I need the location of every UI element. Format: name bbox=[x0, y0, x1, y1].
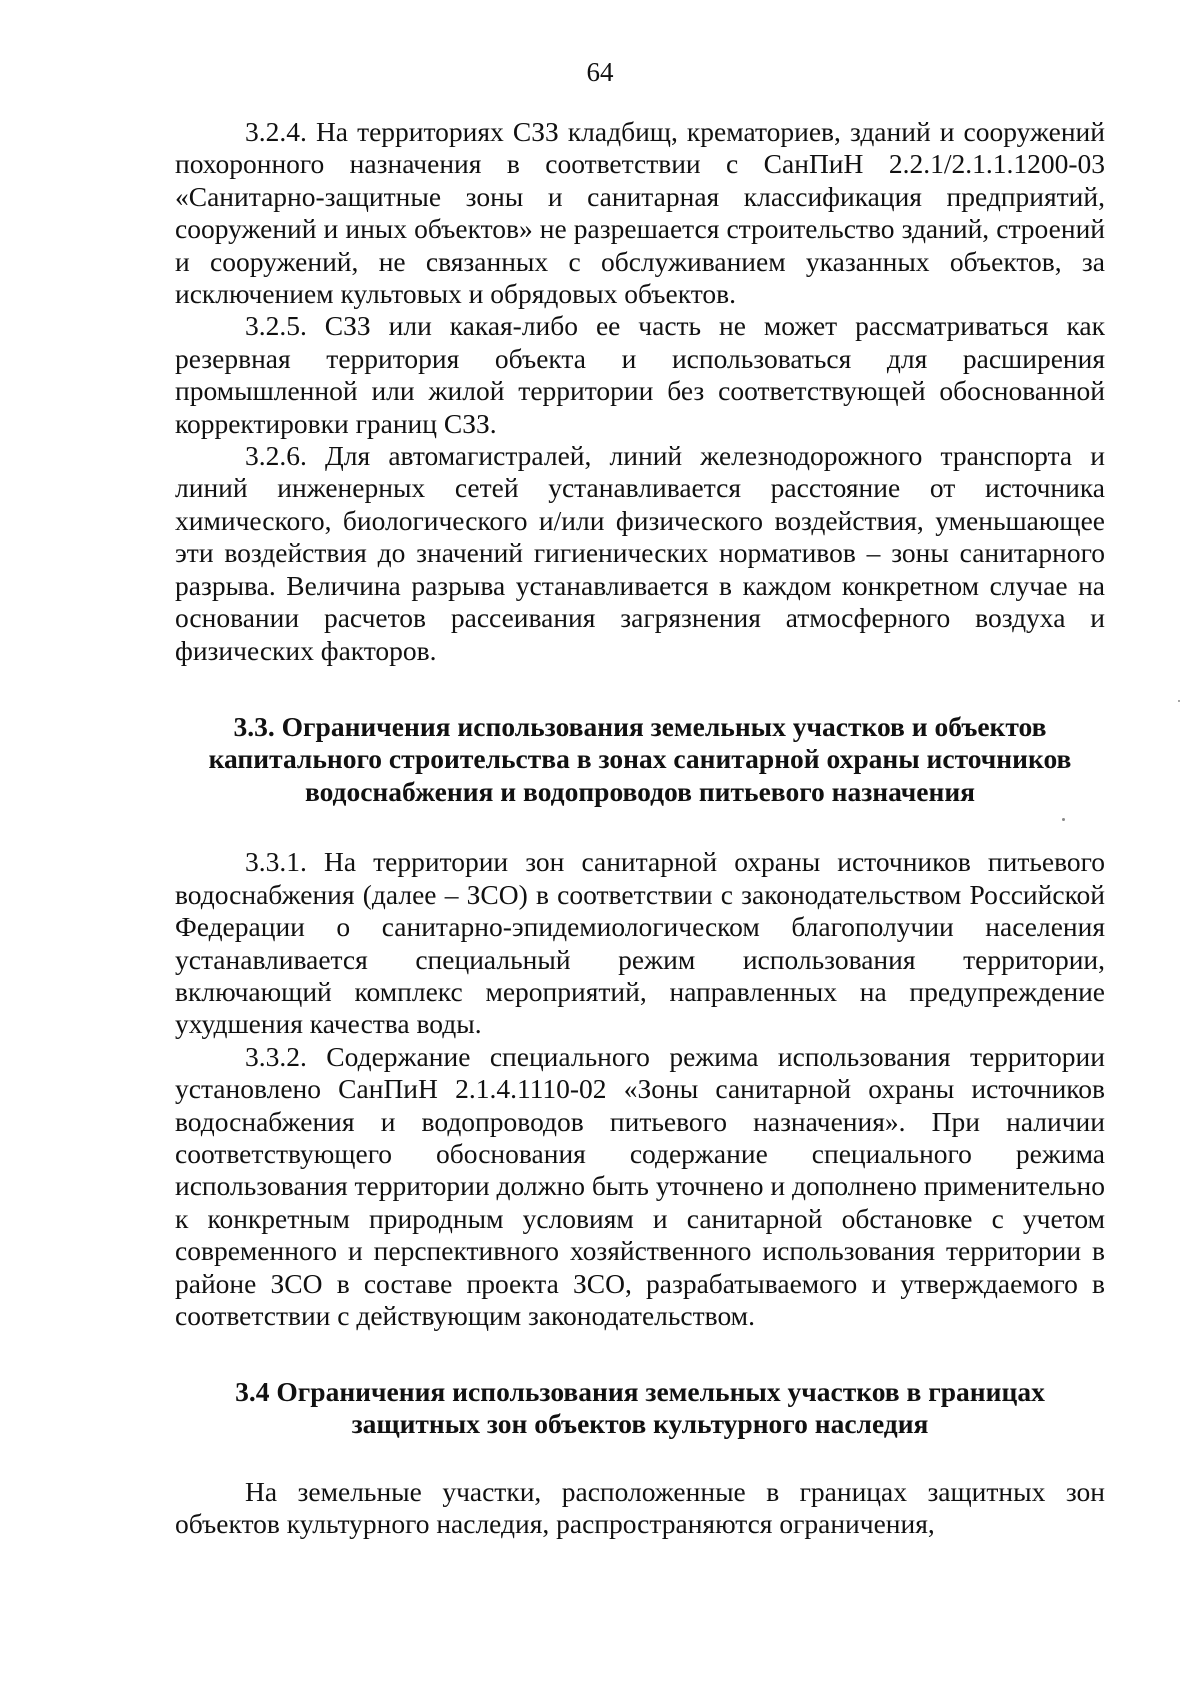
section-heading-3-4 bbox=[175, 1376, 1105, 1441]
paragraph-3-2-4: 3.2.4. На территориях СЗЗ кладбищ, крематориев, зданий и сооружений похоронного назначения в соответствии с СанПиН 2.2.1/2.1.1.1200-03 «Санитарно-защитные зоны и санитарная классификация предприятий, сооружений и иных объектов» не разрешается строительство зданий, строений и сооружений, не связанных с обслуживанием указанных объектов, за исключением культовых и обрядовых объектов. bbox=[175, 116, 1105, 310]
scan-speck bbox=[1178, 700, 1180, 702]
heading-line: водоснабжения и водопроводов питьевого назначения bbox=[304, 775, 976, 807]
scan-speck bbox=[1062, 818, 1065, 821]
page-number: 64 bbox=[586, 57, 614, 87]
paragraph-3-4-intro: На земельные участки, расположенные в границах защитных зон объектов культурного наследия, распространяются ограничения, bbox=[175, 1475, 1105, 1539]
heading-line: 3.4 Ограничения использования земельных участков в границах bbox=[235, 1375, 1045, 1407]
paragraph-3-2-5: 3.2.5. СЗЗ или какая-либо ее часть не может рассматриваться как резервная территория объекта и использоваться для расширения промышленной или жилой территории без соответствующей обоснованной корректировки границ СЗЗ. bbox=[175, 310, 1105, 439]
section-heading-3-3 bbox=[175, 711, 1105, 809]
heading-line: защитных зон объектов культурного наследия bbox=[351, 1408, 929, 1439]
paragraph-3-3-1: 3.3.1. На территории зон санитарной охраны источников питьевого водоснабжения (далее – ЗСО) в соответствии с законодательством Российской Федерации о санитарно-эпидемиологическом благополучии населения устанавливается специальный режим использования территории, включающий комплекс мероприятий, направленных на предупреждение ухудшения качества воды. bbox=[175, 846, 1105, 1040]
paragraph-3-3-2: 3.3.2. Содержание специального режима использования территории установлено СанПиН 2.1.4.1110-02 «Зоны санитарной охраны источников водоснабжения и водопроводов питьевого назначения». При наличии соответствующего обоснования содержание специального режима использования территории должно быть уточнено и дополнено применительно к конкретным природным условиям и санитарной обстановке с учетом современного и перспективного хозяйственного использования территории в районе ЗСО в составе проекта ЗСО, разрабатываемого и утверждаемого в соответствии с действующим законодательством. bbox=[175, 1040, 1105, 1332]
heading-line: капитального строительства в зонах санитарной охраны источников bbox=[208, 743, 1072, 775]
page-content bbox=[175, 116, 1105, 1540]
heading-line: 3.3. Ограничения использования земельных участков и объектов bbox=[233, 710, 1047, 742]
paragraph-3-2-6: 3.2.6. Для автомагистралей, линий железнодорожного транспорта и линий инженерных сетей устанавливается расстояние от источника химического, биологического и/или физического воздействия, уменьшающее эти воздействия до значений гигиенических нормативов – зоны санитарного разрыва. Величина разрыва устанавливается в каждом конкретном случае на основании расчетов рассеивания загрязнения атмосферного воздуха и физических факторов. bbox=[175, 440, 1105, 666]
